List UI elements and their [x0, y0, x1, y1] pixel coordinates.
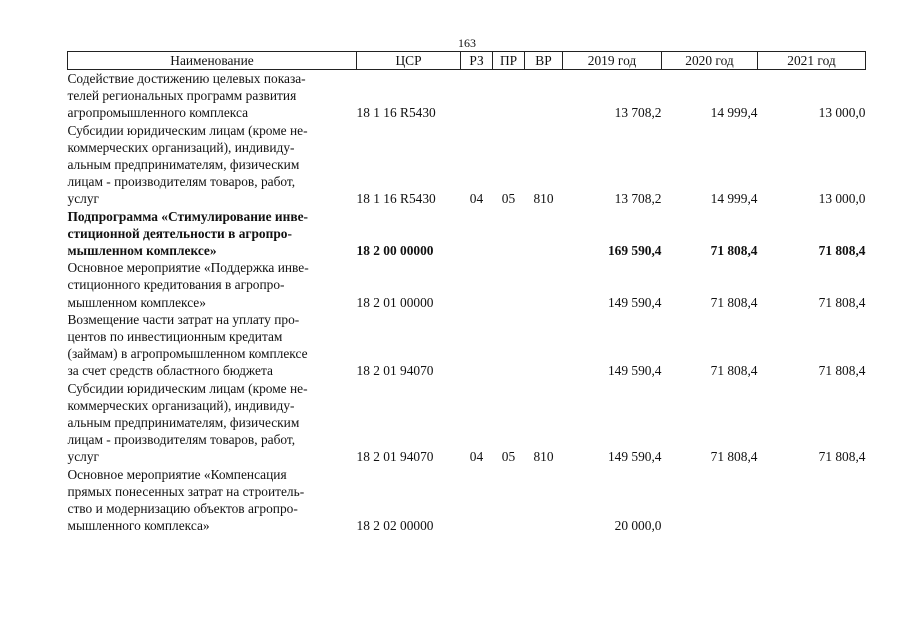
- row-vr: [525, 208, 563, 260]
- row-2019: 20 000,0: [614, 518, 662, 534]
- row-name-line: услуг: [67, 449, 100, 465]
- row-rz: [461, 259, 493, 311]
- row-2020: 71 808,4: [710, 294, 758, 310]
- row-name-line: коммерческих организаций), индивиду-: [67, 397, 295, 413]
- row-csr: 18 2 02 00000: [356, 518, 434, 534]
- row-pr: [493, 466, 525, 535]
- row-name-line: прямых понесенных затрат на строитель-: [67, 483, 305, 499]
- row-name: [68, 70, 357, 122]
- row-pr: 05: [501, 449, 516, 465]
- header-row: [68, 52, 866, 70]
- row-name-line: мышленном комплексе»: [67, 294, 206, 310]
- row-pr: [493, 70, 525, 122]
- row-2021: 71 808,4: [818, 294, 866, 310]
- row-2021: [758, 466, 866, 535]
- row-name-line: альным предпринимателям, физическим: [67, 415, 300, 431]
- row-2020: 14 999,4: [710, 191, 758, 207]
- header-name: Наименование: [68, 52, 357, 70]
- row-name-line: агропромышленного комплекса: [67, 105, 249, 121]
- row-name-line: телей региональных программ развития: [67, 88, 297, 104]
- row-name-line: Основное мероприятие «Компенсация: [67, 466, 287, 482]
- row-rz: [461, 311, 493, 380]
- row-name: [68, 259, 357, 311]
- row-csr: 18 1 16 R5430: [356, 105, 436, 121]
- header-pr: ПР: [493, 52, 525, 70]
- row-2020: 71 808,4: [710, 449, 758, 465]
- table-body: [68, 70, 866, 535]
- row-name-line: стиционного кредитования в агропро-: [67, 277, 285, 293]
- row-rz: [461, 208, 493, 260]
- row-vr: [525, 259, 563, 311]
- row-name: [68, 208, 357, 260]
- row-pr: [493, 311, 525, 380]
- row-name: [68, 466, 357, 535]
- row-name-line: мышленном комплексе»: [67, 243, 217, 259]
- row-2020: 71 808,4: [710, 363, 758, 379]
- table-row: [68, 380, 866, 466]
- row-2020: 71 808,4: [710, 243, 758, 259]
- header-2021: 2021 год: [758, 52, 866, 70]
- row-2021: 71 808,4: [818, 449, 866, 465]
- row-2021: 13 000,0: [818, 105, 866, 121]
- row-name-line: коммерческих организаций), индивиду-: [67, 139, 295, 155]
- row-vr: 810: [533, 191, 554, 207]
- header-csr: ЦСР: [357, 52, 461, 70]
- row-name-line: услуг: [67, 191, 100, 207]
- table-row: [68, 466, 866, 535]
- table-row: [68, 208, 866, 260]
- row-rz: 04: [469, 191, 484, 207]
- row-name-line: альным предпринимателям, физическим: [67, 157, 300, 173]
- row-name-line: центов по инвестиционным кредитам: [67, 329, 283, 345]
- row-name: [68, 122, 357, 208]
- header-vr: ВР: [525, 52, 563, 70]
- row-2019: 149 590,4: [607, 294, 662, 310]
- row-name: [68, 311, 357, 380]
- row-name-line: (займам) в агропромышленном комплексе: [67, 346, 308, 362]
- header-2019: 2019 год: [563, 52, 662, 70]
- row-2020: [662, 466, 758, 535]
- row-2019: 169 590,4: [607, 243, 662, 259]
- row-name-line: лицам - производителям товаров, работ,: [67, 432, 296, 448]
- row-vr: [525, 311, 563, 380]
- row-vr: [525, 466, 563, 535]
- row-pr: [493, 208, 525, 260]
- row-csr: 18 2 01 94070: [356, 363, 434, 379]
- table-row: [68, 70, 866, 122]
- row-pr: [493, 259, 525, 311]
- budget-table: [67, 51, 866, 534]
- row-2019: 13 708,2: [614, 105, 662, 121]
- row-name-line: лицам - производителям товаров, работ,: [67, 174, 296, 190]
- page-number: 163: [458, 36, 476, 50]
- row-name-line: стиционной деятельности в агропро-: [67, 225, 292, 241]
- row-name-line: мышленного комплекса»: [67, 518, 210, 534]
- row-2020: 14 999,4: [710, 105, 758, 121]
- row-name-line: Возмещение части затрат на уплату про-: [67, 311, 300, 327]
- row-rz: [461, 70, 493, 122]
- row-name-line: Субсидии юридическим лицам (кроме не-: [67, 380, 308, 396]
- row-name-line: Основное мероприятие «Поддержка инве-: [67, 260, 309, 276]
- row-csr: 18 2 01 00000: [356, 294, 434, 310]
- row-2019: 149 590,4: [607, 363, 662, 379]
- row-name: [68, 380, 357, 466]
- row-name-line: Содействие достижению целевых показа-: [67, 71, 306, 86]
- row-name-line: Подпрограмма «Стимулирование инве-: [67, 208, 308, 224]
- row-csr: 18 2 00 00000: [356, 243, 434, 259]
- header-2020: 2020 год: [662, 52, 758, 70]
- row-name-line: Субсидии юридическим лицам (кроме не-: [67, 122, 308, 138]
- row-name-line: ство и модернизацию объектов агропро-: [67, 501, 298, 517]
- table-header: [68, 52, 866, 70]
- row-rz: 04: [469, 449, 484, 465]
- row-csr: 18 1 16 R5430: [356, 191, 436, 207]
- row-2019: 149 590,4: [607, 449, 662, 465]
- row-vr: [525, 70, 563, 122]
- row-2021: 71 808,4: [818, 363, 866, 379]
- row-2021: 13 000,0: [818, 191, 866, 207]
- table-row: [68, 259, 866, 311]
- row-vr: 810: [533, 449, 554, 465]
- row-csr: 18 2 01 94070: [356, 449, 434, 465]
- row-name-line: за счет средств областного бюджета: [67, 363, 273, 379]
- row-rz: [461, 466, 493, 535]
- table-row: [68, 122, 866, 208]
- table-row: [68, 311, 866, 380]
- row-pr: 05: [501, 191, 516, 207]
- row-2021: 71 808,4: [818, 243, 866, 259]
- row-2019: 13 708,2: [614, 191, 662, 207]
- header-rz: РЗ: [461, 52, 493, 70]
